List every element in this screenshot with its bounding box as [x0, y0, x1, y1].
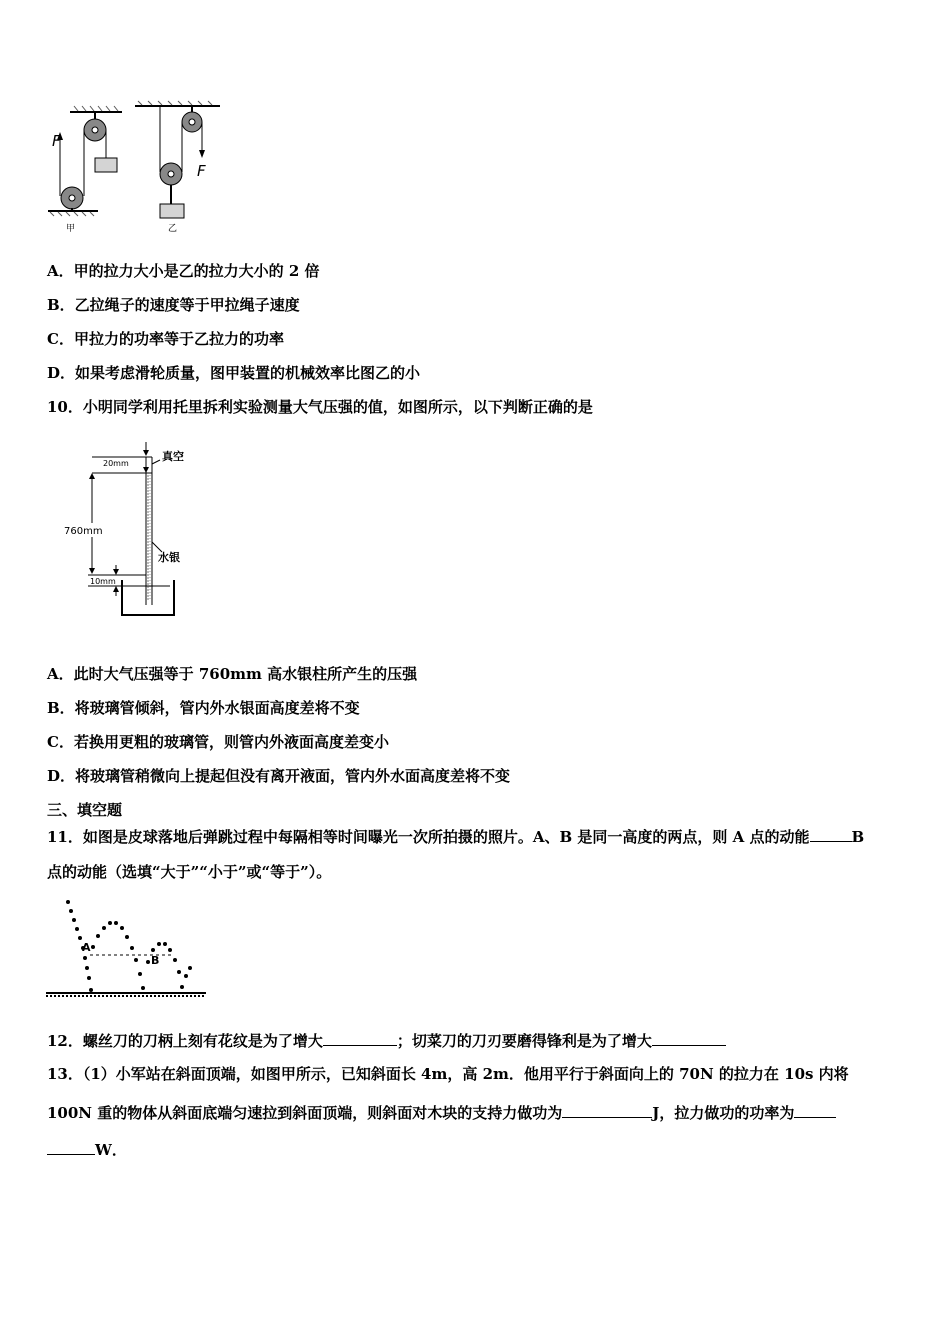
label-jia: 甲: [66, 224, 76, 234]
q10-stem: 10．小明同学利用托里拆利实验测量大气压强的值，如图所示，以下判断正确的是: [47, 398, 593, 416]
label-vacuum: 真空: [162, 450, 184, 463]
q13-line-2: [47, 1102, 836, 1123]
label-760mm: 760mm: [64, 526, 103, 537]
label-point-b: B: [151, 954, 160, 967]
q13-text-2b: J，拉力做功的功率为: [652, 1104, 795, 1122]
q13-blank-1[interactable]: [562, 1102, 652, 1118]
torricelli-figure: [58, 440, 198, 620]
q13-line-3: [47, 1139, 127, 1160]
q9-option-b: B．乙拉绳子的速度等于甲拉绳子速度: [47, 296, 300, 314]
section-title-fill-in: 三、填空题: [47, 801, 123, 819]
force-label-right: F: [197, 162, 206, 180]
q10-option-a: A．此时大气压强等于 760mm 高水银柱所产生的压强: [47, 665, 418, 683]
label-20mm: 20mm: [103, 459, 129, 468]
q9-option-a: A．甲的拉力大小是乙的拉力大小的 2 倍: [47, 262, 320, 280]
q9-option-d: D．如果考虑滑轮质量，图甲装置的机械效率比图乙的小: [47, 364, 421, 382]
label-10mm: 10mm: [90, 577, 116, 586]
q13-text-1: 13．（1）小军站在斜面顶端，如图甲所示，已知斜面长 4m，高 2m．他用平行于斜面向上的 70N 的拉力在 10s 内将: [47, 1065, 849, 1083]
pulley-figure: [40, 100, 240, 235]
force-label-left: F: [52, 132, 61, 150]
q10-option-c: C．若换用更粗的玻璃管，则管内外液面高度差变小: [47, 733, 389, 751]
q13-text-3: W．: [95, 1141, 127, 1159]
q10-option-b: B．将玻璃管倾斜，管内外水银面高度差将不变: [47, 699, 360, 717]
q13-blank-2-cont[interactable]: [47, 1139, 95, 1155]
q13-blank-2[interactable]: [794, 1102, 836, 1118]
q11-blank[interactable]: [810, 826, 852, 842]
q12-text-2: ；切菜刀的刀刃要磨得锋利是为了增大: [396, 1032, 652, 1050]
label-yi: 乙: [168, 224, 178, 234]
q11-text-1: 11．如图是皮球落地后弹跳过程中每隔相等时间曝光一次所拍摄的照片。A、B 是同一高度的两点，则 A 点的动能: [47, 828, 810, 846]
q10-option-d: D．将玻璃管稍微向上提起但没有离开液面，管内外水面高度差将不变: [47, 767, 511, 785]
q12-blank-2[interactable]: [652, 1030, 726, 1046]
q13-text-2a: 100N 重的物体从斜面底端匀速拉到斜面顶端，则斜面对木块的支持力做功为: [47, 1104, 563, 1122]
label-point-a: A: [82, 941, 91, 954]
q11-line-1: [47, 826, 864, 847]
q11-text-1-end: B: [851, 828, 865, 846]
q12-line: [47, 1030, 726, 1051]
bouncing-ball-figure: [44, 892, 214, 1007]
q12-text-1: 12．螺丝刀的刀柄上刻有花纹是为了增大: [47, 1032, 323, 1050]
label-mercury: 水银: [158, 551, 180, 564]
q9-option-c: C．甲拉力的功率等于乙拉力的功率: [47, 330, 284, 348]
q11-text-2: 点的动能（选填“大于”“小于”或“等于”）。: [47, 863, 332, 881]
q12-blank-1[interactable]: [323, 1030, 397, 1046]
